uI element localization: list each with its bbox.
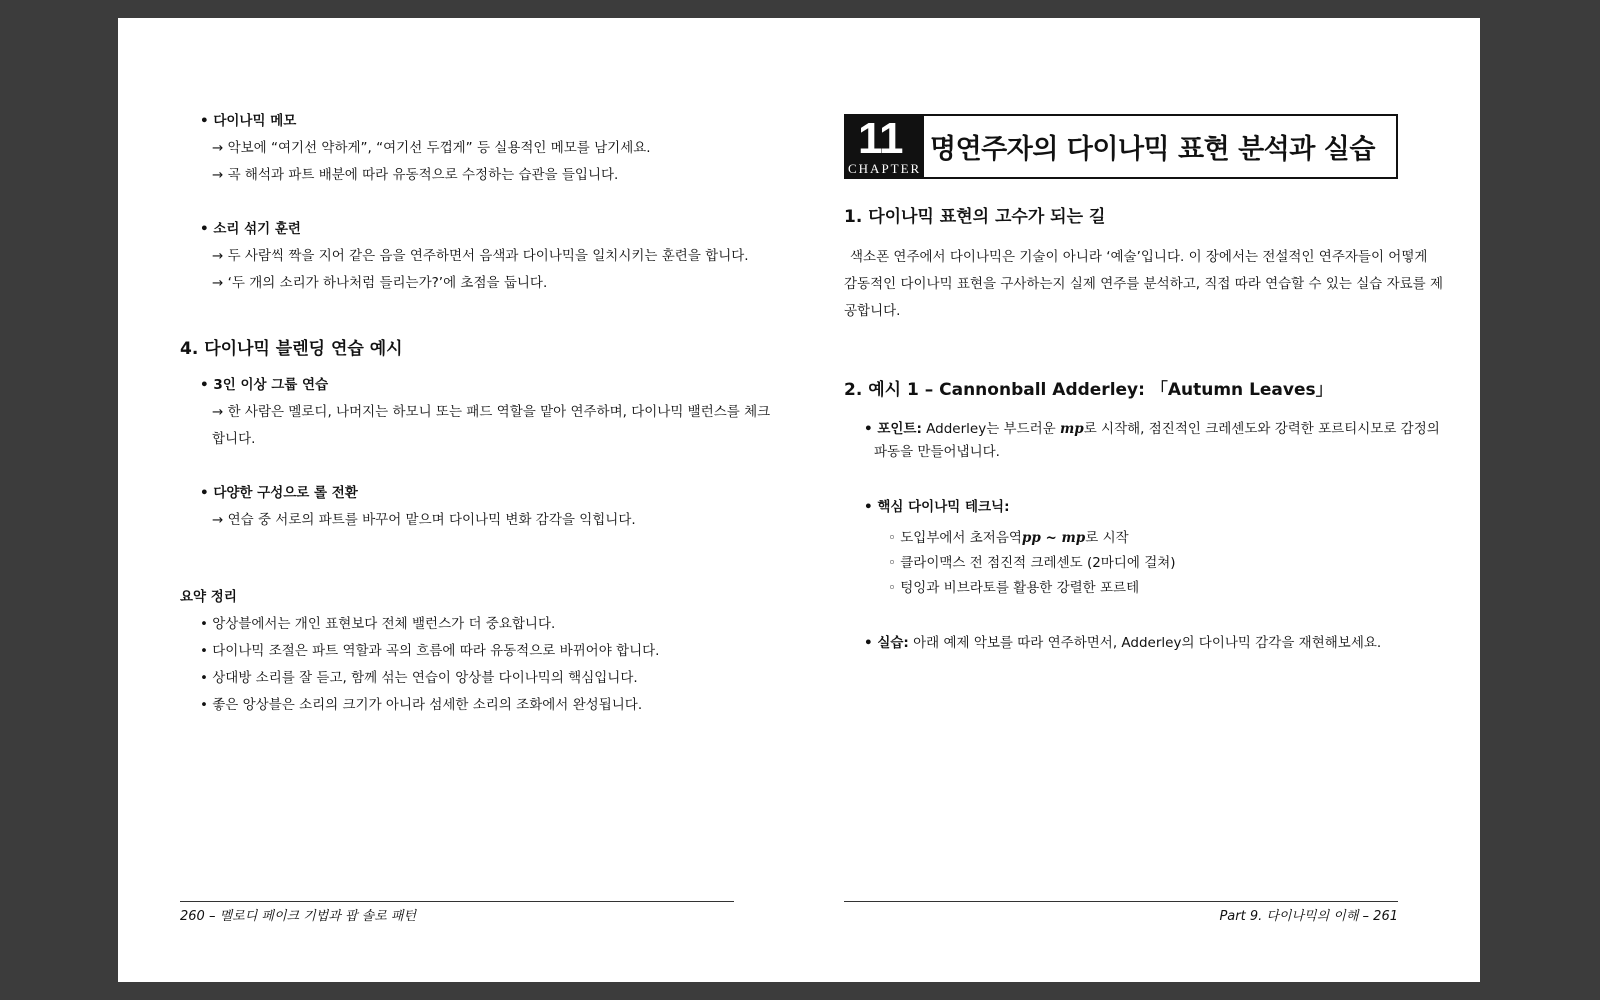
mixing-block [200,216,749,297]
intro-paragraph [844,244,1443,325]
roles-line: → 연습 중 서로의 파트를 바꾸어 맡으며 다이나믹 변화 감각을 익힙니다. [212,512,636,528]
group-line-1: → 한 사람은 멜로디, 나머지는 하모니 또는 패드 역할을 맡아 연주하며, 다이나믹 밸런스를 체크 [212,404,771,420]
roles-heading: • 다양한 구성으로 롤 전환 [200,485,358,501]
footer-divider [844,901,1398,902]
technique-item-2: ◦ 클라이맥스 전 점진적 크레센도 (2마디에 걸쳐) [888,555,1176,571]
mixing-line-1: → 두 사람씩 짝을 지어 같은 음을 연주하면서 음색과 다이나믹을 일치시키는 훈련을 합니다. [212,248,749,264]
footer-divider [180,901,734,902]
summary-item: • 상대방 소리를 잘 듣고, 함께 섞는 연습이 앙상블 다이나믹의 핵심입니다. [200,670,638,686]
technique-heading: • 핵심 다이나믹 테크닉: [864,499,1010,515]
group-heading: • 3인 이상 그룹 연습 [200,377,329,393]
point-text-pre: Adderley는 부드러운 [921,421,1060,437]
dynamic-mark: mp [1059,421,1084,437]
summary-block [180,584,659,719]
chapter-title: 명연주자의 다이나믹 표현 분석과 실습 [930,134,1375,165]
group-block [200,372,770,453]
chapter-number: 11 [858,114,903,163]
memo-block [200,108,651,189]
left-footer: 260 – 멜로디 페이크 기법과 팝 솔로 패턴 [180,909,417,924]
memo-line-2: → 곡 해석과 파트 배분에 따라 유동적으로 수정하는 습관을 들입니다. [212,167,619,183]
summary-item: • 다이나믹 조절은 파트 역할과 곡의 흐름에 따라 유동적으로 바뀌어야 합니다. [200,643,660,659]
left-page [118,18,799,982]
dynamic-mark: pp ~ mp [1021,530,1086,546]
practice-block [864,630,1381,657]
point-label: • 포인트: [864,421,922,437]
technique-item-1 [864,525,1176,552]
summary-item: • 앙상블에서는 개인 표현보다 전체 밸런스가 더 중요합니다. [200,616,556,632]
point-block [864,418,1440,464]
section-2-title: 2. 예시 1 – Cannonball Adderley: 「Autumn Leaves」 [844,380,1333,400]
memo-heading: • 다이나믹 메모 [200,113,297,129]
section-1-title: 1. 다이나믹 표현의 고수가 되는 길 [844,207,1106,227]
chapter-header [844,114,1398,179]
point-line-2: 파동을 만들어냅니다. [874,444,1000,460]
intro-line-3: 공합니다. [844,303,901,319]
memo-line-1: → 악보에 “여기선 약하게”, “여기선 두껍게” 등 실용적인 메모를 남기세요. [212,140,651,156]
point-text-post: 로 시작해, 점진적인 크레센도와 강력한 포르티시모로 감정의 [1083,421,1440,437]
summary-item: • 좋은 앙상블은 소리의 크기가 아니라 섬세한 소리의 조화에서 완성됩니다. [200,697,643,713]
technique-block [864,494,1176,602]
intro-line-2: 감동적인 다이나믹 표현을 구사하는지 실제 연주를 분석하고, 직접 따라 연습할 수 있는 실습 자료를 제 [844,276,1444,292]
mixing-line-2: → ‘두 개의 소리가 하나처럼 들리는가?’에 초점을 둡니다. [212,275,548,291]
intro-line-1: 색소폰 연주에서 다이나믹은 기술이 아니라 ‘예술’입니다. 이 장에서는 전설적인 연주자들이 어떻게 [850,249,1428,265]
technique-item-1-text: ◦ 도입부에서 초저음역 [888,530,1022,546]
roles-block [200,480,636,534]
practice-text: 아래 예제 악보를 따라 연주하면서, Adderley의 다이나믹 감각을 재현해보세요. [908,635,1382,651]
technique-item-1-tail: 로 시작 [1085,530,1129,546]
right-page [799,18,1480,982]
practice-label: • 실습: [864,635,909,651]
mixing-heading: • 소리 섞기 훈련 [200,221,301,237]
summary-title: 요약 정리 [180,589,237,605]
book-spread [118,18,1480,982]
section-4-title: 4. 다이나믹 블렌딩 연습 예시 [180,339,403,359]
group-line-2: 합니다. [212,431,256,447]
technique-item-3: ◦ 텅잉과 비브라토를 활용한 강렬한 포르테 [888,580,1140,596]
chapter-label: CHAPTER [848,161,922,176]
chapter-badge [846,116,924,177]
right-footer: Part 9. 다이나믹의 이해 – 261 [1219,909,1398,924]
